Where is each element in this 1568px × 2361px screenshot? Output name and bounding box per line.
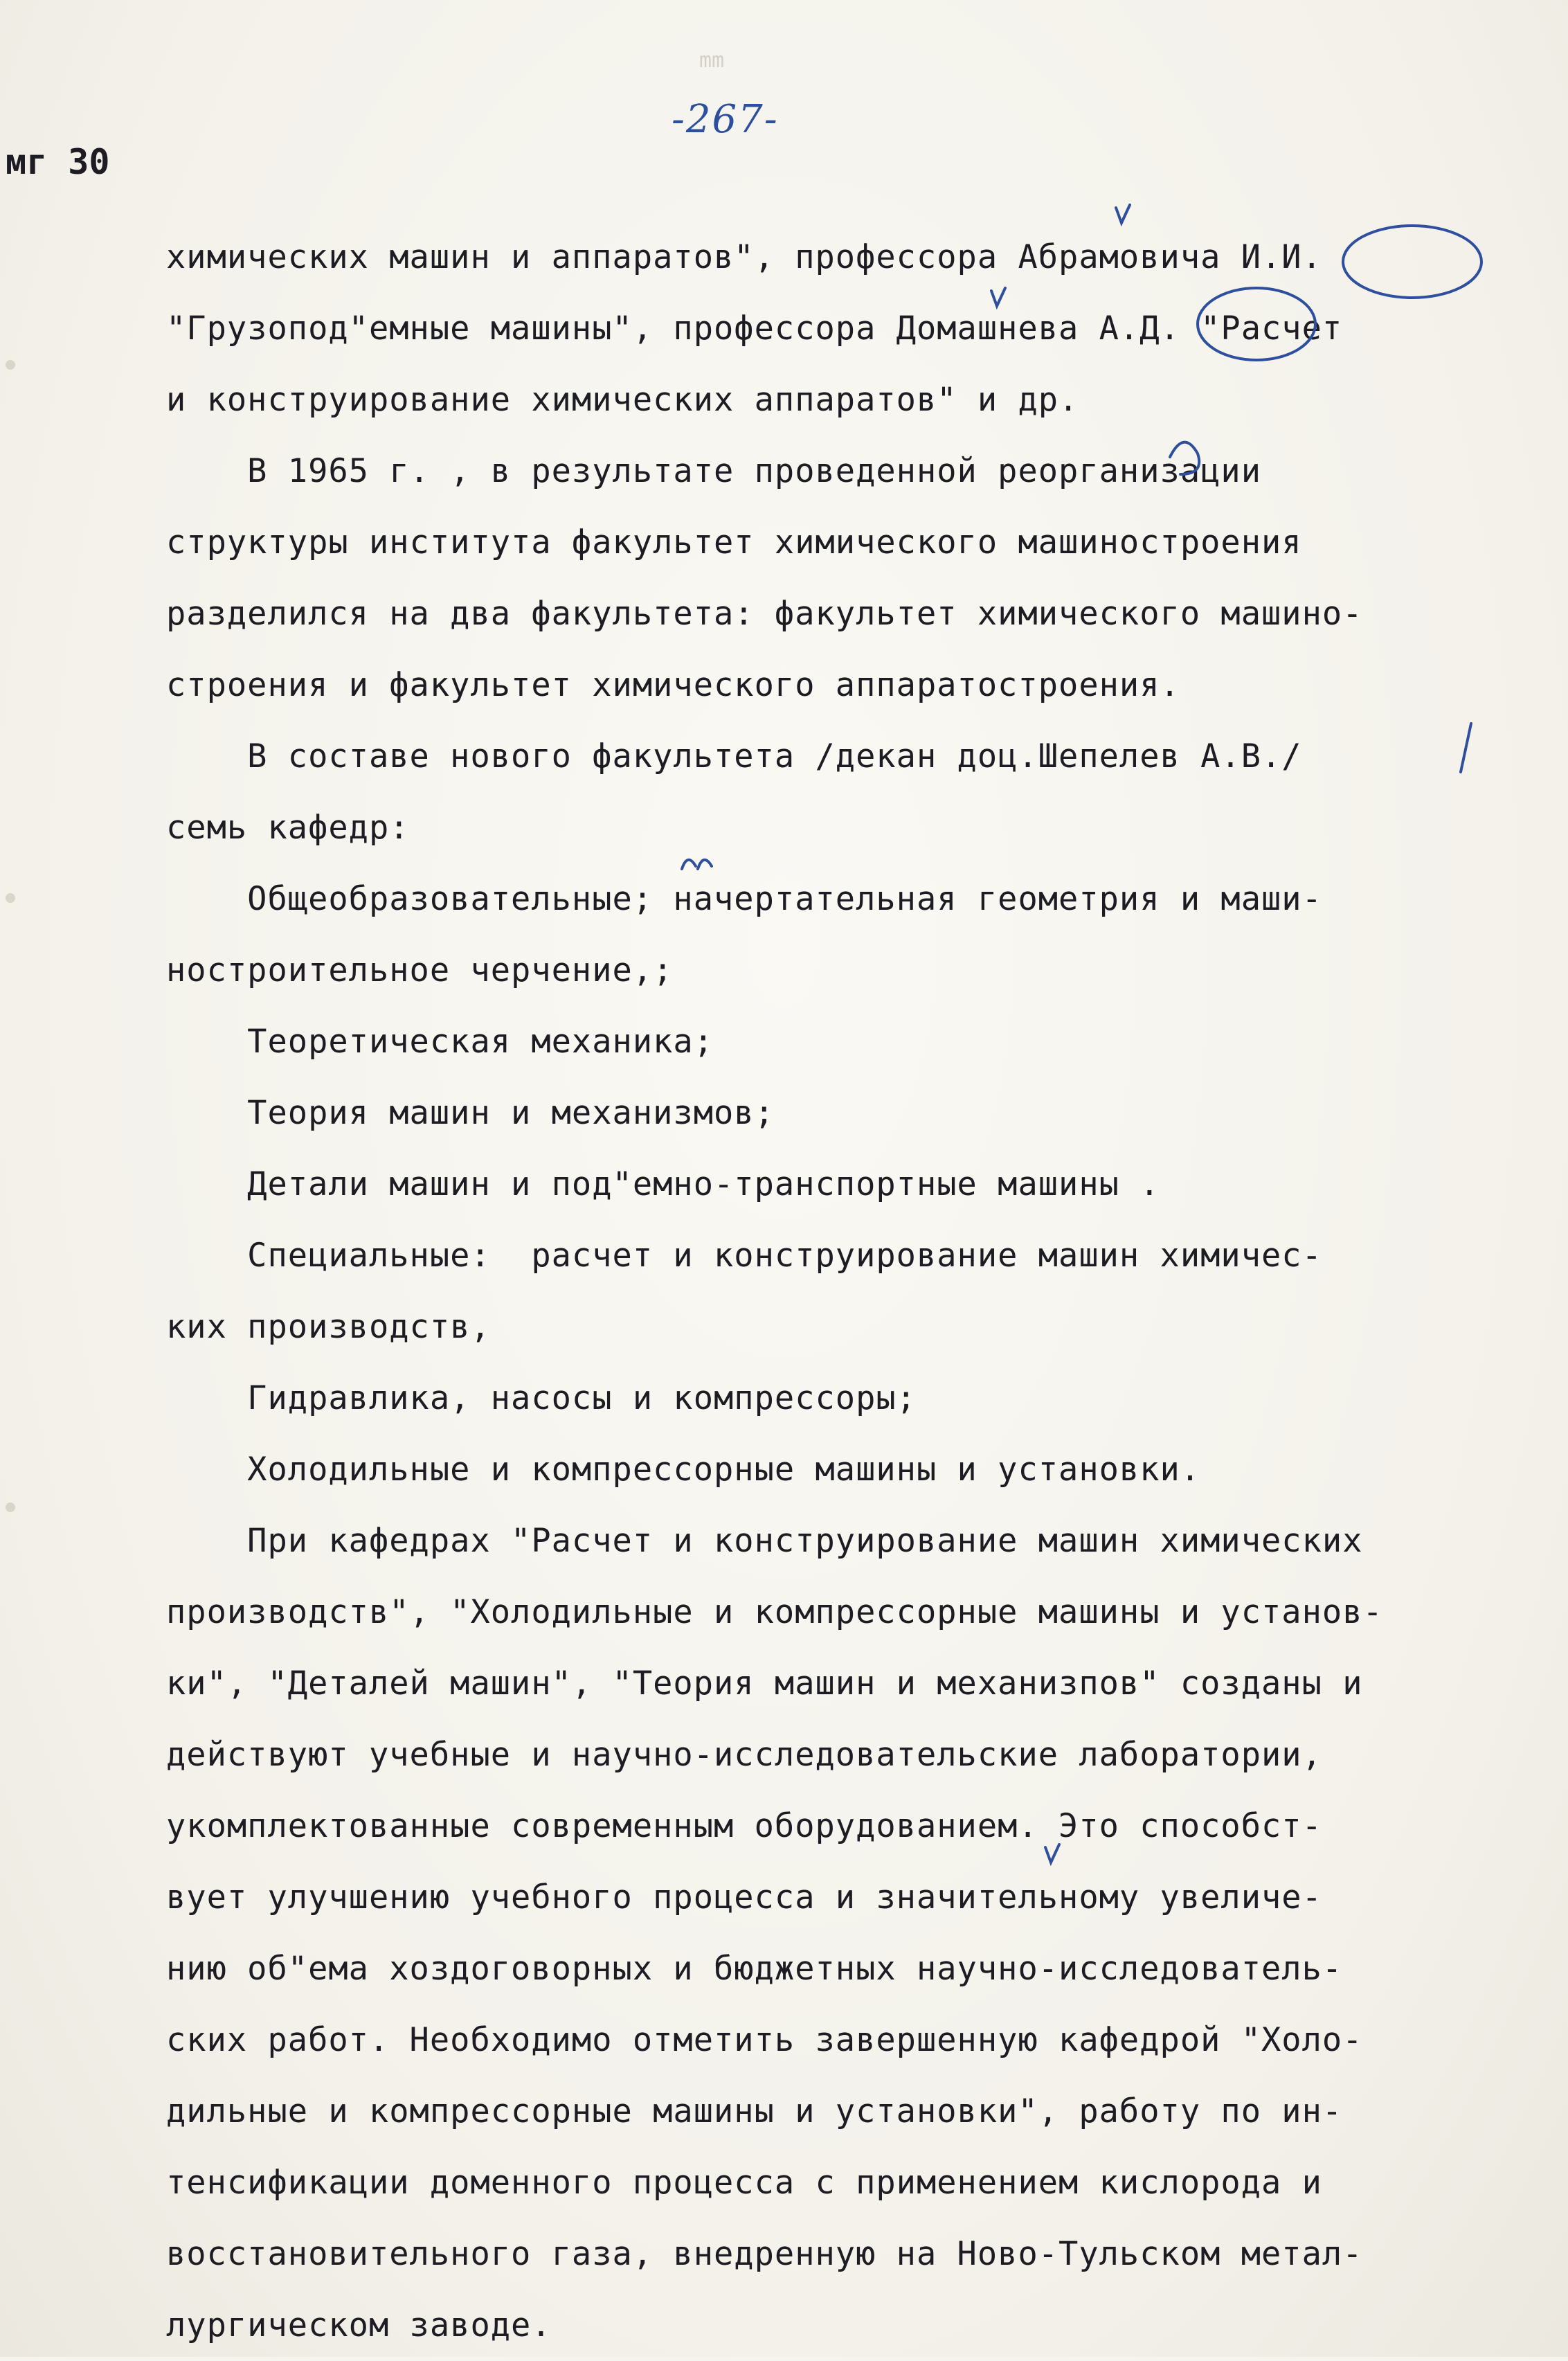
text-line: восстановительного газа, внедренную на Ново-Тульском метал-	[166, 2235, 1363, 2273]
text-line: структуры института факультет химического машиностроения	[166, 523, 1302, 562]
text-line: действуют учебные и научно-исследовательские лаборатории,	[166, 1736, 1322, 1774]
punch-hole	[6, 1502, 15, 1512]
text-line: Специальные: расчет и конструирование машин химичес-	[166, 1237, 1322, 1275]
text-line: укомплектованные современным оборудованием. Это способст-	[166, 1807, 1322, 1845]
text-line: производств", "Холодильные и компрессорные машины и установ-	[166, 1593, 1383, 1631]
text-line: ностроительное черчение,;	[166, 951, 674, 989]
text-line: Гидравлика, насосы и компрессоры;	[166, 1379, 917, 1417]
text-line: и конструирование химических аппаратов" и др.	[166, 381, 1079, 419]
text-line: В 1965 г. , в результате проведенной реорганизации	[166, 452, 1262, 490]
text-line: Детали машин и под"емно-транспортные машины .	[166, 1165, 1160, 1203]
faint-stamp-mark: mm	[699, 48, 725, 73]
text-line: дильные и компрессорные машины и установки", работу по ин-	[166, 2092, 1343, 2130]
text-line: строения и факультет химического аппаратостроения.	[166, 666, 1180, 704]
punch-hole	[6, 360, 15, 370]
text-line: химических машин и аппаратов", профессора Абрамовича И.И.	[166, 238, 1322, 276]
text-line: тенсификации доменного процесса с применением кислорода и	[166, 2164, 1322, 2202]
text-line: Теория машин и механизмов;	[166, 1094, 775, 1132]
text-line: лургическом заводе.	[166, 2306, 552, 2344]
typed-body-text	[166, 222, 1551, 2361]
text-line: вует улучшению учебного процесса и значительному увеличе-	[166, 1878, 1322, 1916]
text-line: нию об"ема хоздоговорных и бюджетных научно-исследователь-	[166, 1950, 1343, 1988]
text-line: семь кафедр:	[166, 809, 410, 847]
text-line: При кафедрах "Расчет и конструирование машин химических	[166, 1522, 1363, 1560]
check-mark	[1116, 205, 1130, 223]
text-line: Холодильные и компрессорные машины и установки.	[166, 1451, 1201, 1489]
text-line: ских работ. Необходимо отметить завершенную кафедрой "Холо-	[166, 2021, 1363, 2059]
margin-code: мг 30	[6, 142, 110, 182]
text-line: разделился на два факультета: факультет химического машино-	[166, 595, 1363, 633]
text-line: Общеобразовательные; начертательная геометрия и маши-	[166, 880, 1322, 918]
text-line: Теоретическая механика;	[166, 1023, 714, 1061]
text-line: ки", "Деталей машин", "Теория машин и механизпов" созданы и	[166, 1664, 1363, 1703]
text-line: ких производств,	[166, 1308, 491, 1346]
text-line: "Грузопод"емные машины", профессора Домашнева А.Д. "Расчет	[166, 309, 1343, 348]
page-number: -267-	[672, 97, 779, 142]
punch-hole	[6, 893, 15, 903]
text-line: В составе нового факультета /декан доц.Шепелев А.В./	[166, 737, 1302, 775]
